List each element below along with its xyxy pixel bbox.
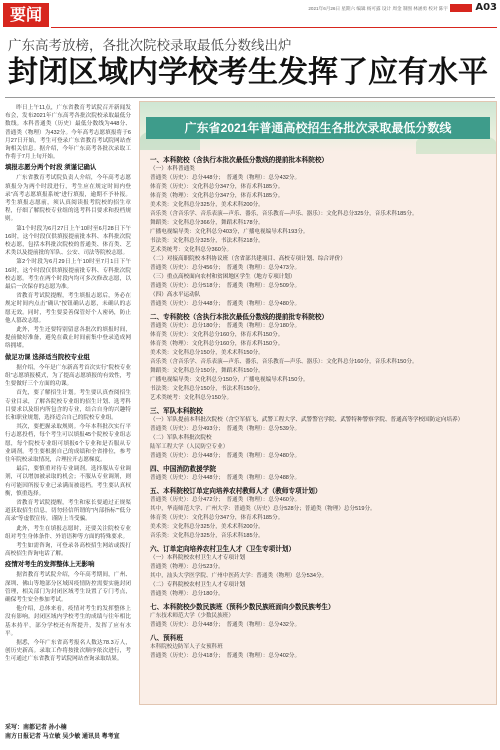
category-heading: 四、中国消防救援学院 [150,466,216,473]
subcategory-heading: （三）重点高校面向农村和贫困地区学生（地方专项计划） [150,274,296,280]
subcategory-heading: （一）军队提前本科批次院校（含空军招飞、武警工程大学、武警警官学院、武警特种警察学院、普通高等学校国防定向培养） [150,417,464,423]
header-rule [51,27,497,28]
score-line: 普通类（历史）：总分448分； 普通类（物理）：总分480分。 [150,301,301,307]
dateline: 2021年6月26日 星期六 编辑 杨可露 设计 周金 制图 林涵勇 校对 陈宇 [308,6,448,11]
cutoff-score-box [139,101,497,705]
score-line: 体育类（物理）：文化科总分160分，体育术科150分。 [150,341,284,347]
score-line: 广播电视编导类：文化科总分150分，广播电视编导术科150分。 [150,377,309,383]
score-line: 音乐类：文化科总分325分，音乐术科185分。 [150,533,264,539]
body-paragraph: 广东省教育考试院负责人介绍，今年高考志愿填报分为两个时段进行，考生应在规定时间内登录“高考志愿填报系统”进行填报，逾期不予补报。考生填报志愿前，须认真阅读报考院校的招生章程，仔细了解院校专业组的选考科目要求和投档规则。 [5,175,131,223]
body-paragraph: 此外，考生还要特别留意各批次的填报时间，提前做好准备，避免在截止时间前集中登录造成网络拥堵。 [5,327,131,350]
score-line: 美术类：文化科总分150分，美术术科150分。 [150,350,264,356]
score-line: 美术类：文化科总分325分，美术术科200分。 [150,524,264,530]
subcategory-heading: （一）本科院校农村卫生人才专项计划 [150,555,246,561]
score-line: 舞蹈类：文化科总分150分，舞蹈术科150分。 [150,368,264,374]
article-headline: 封闭区域内学校考生发挥了应有水平 [8,55,488,90]
subcategory-heading: （二）对接高职院校本科协议班（含省部共建项目、高校专项计划、综合评价） [150,256,346,262]
score-line: 本科院校边防军人子女预科班 [150,644,223,650]
score-line: 美术类：文化科总分325分，美术术科200分。 [150,202,264,208]
body-paragraph: 他介绍，总体来看，疫情对考生的发挥整体上没有影响。封闭区域内学校考生的成绩与往年相比基本持平，部分学校还有所提升，发挥了应有水平。 [5,606,131,637]
body-paragraph: 其次，要把握录取规则。今年本科批次实行平行志愿投档，每个考生可以填报45个院校专业组志愿，每个院校专业组可填报6个专业和是否服从专业调剂。考生要根据自己的成绩和全省排位，参考往年院校录取情况，合理拉开志愿梯度。 [5,424,131,463]
section-heading: 疫情对考生的发挥整体上无影响 [5,561,95,569]
cutoff-list [150,156,488,661]
score-line: 其中，汕头大学医学院、广州中医药大学：普通类（物理）总分534分。 [150,573,328,579]
body-paragraph: 第1个时段为6月27日上午10时至6月28日下午16时，这个时段仅供填报提前批本科、本科批次院校志愿，包括本科批次院校的普通类、体育类、艺术类以及提前批的军队、公安、司法等院校志愿。 [5,225,131,257]
byline [5,724,133,742]
category-heading: 三、军队本科院校 [150,408,203,415]
score-line: 普通类（历史）：总分448分； 普通类（物理）：总分480分。 [150,453,301,459]
body-paragraph: 省教育考试院提醒，考生填报志愿后，务必在规定时间内点击“确认”按钮确认志愿，未确认的志愿无效。同时，考生要妥善保管好个人密码，防止他人篡改志愿。 [5,293,131,324]
box-title: 广东省2021年普通高校招生各批次录取最低分数线 [146,117,490,139]
score-line: 舞蹈类：文化科总分366分，舞蹈术科178分。 [150,220,264,226]
score-line: 普通类（历史）：总分180分； 普通类（物理）：总分180分。 [150,323,301,329]
byline-line: 采写：南都记者 孙小楠 [5,725,67,731]
score-line: 音乐类（含音乐学、音乐表演—声乐、器乐，音乐教育—声乐、器乐）：文化科总分325分，音乐术科185分。 [150,211,418,217]
score-line: 普通类（历史）：总分448分； 普通类（物理）：总分432分。 [150,622,301,628]
score-line: 其中，华南师范大学、广州大学：普通类（历史）总分528分；普通类（物理）总分519分。 [150,506,376,512]
lead-paragraph: 昨日上午11点，广东省教育考试院召开新闻发布会，发布2021年广东高考各批次院校录取最低分数线。本科普通类（历史）最低分数线为448分、普通类（物理）为432分。今年高考志愿填报将于6月27日开始，考生可登录广东省教育考试院网站查询相关信息。据介绍，今年广东高考各批次录取工作将于7月上旬开始。 [5,105,131,161]
section-heading: 做足功课 选择适当院校专业组 [5,353,90,361]
subcategory-heading: （二）专科院校农村卫生人才专项计划 [150,582,246,588]
score-line: 普通类（历史）：总分493分； 普通类（物理）：总分539分。 [150,426,301,432]
byline-line: 南方日报记者 马立敏 吴少敏 通讯员 粤考宣 [5,734,120,740]
score-line: 普通类（历史）：总分518分； 普通类（物理）：总分509分。 [150,283,301,289]
category-heading: 二、专科院校（含执行本批次最低分数线的提前批专科院校） [150,314,329,321]
score-line: 体育类（物理）：文化科总分347分，体育术科185分。 [150,193,284,199]
body-paragraph: 据省教育考试院介绍，今年高考期间，广州、深圳、佛山等地部分区域因疫情防控需要实施封闭管理，相关部门为封闭区域考生设置了专门考点，确保考生安全参加考试。 [5,572,131,603]
body-paragraph: 考生如需咨询，可登录各高校招生网站或拨打高校招生咨询电话了解。 [5,542,131,558]
score-line: 广东技术师范大学（少数民族班） [150,613,234,619]
page-number: A03 [475,2,497,13]
subcategory-heading: （四）高水平运动队 [150,292,201,298]
score-line: 艺术类统考：文化科总分150分。 [150,395,233,401]
score-line: 普通类（历史）：总分448分； 普通类（物理）：总分432分。 [150,175,301,181]
category-heading: 一、本科院校（含执行本批次最低分数线的提前批本科院校） [150,157,329,164]
category-heading: 六、订单定向培养农村卫生人才（卫生专项计划） [150,546,296,553]
category-heading: 八、预科班 [150,635,183,642]
body-paragraph: 据介绍，今年是广东新高考首次实行“院校专业组”志愿填报模式，为了提高志愿填报的有效性，考生要做好三个方面的功课。 [5,364,131,388]
score-line: 普通类（历史）：总分456分； 普通类（物理）：总分473分。 [150,265,301,271]
score-line: 书法类：文化科总分150分，书法术科150分。 [150,386,264,392]
left-column [5,104,131,720]
category-heading: 七、本科院校少数民族班（预科少数民族班面向少数民族考生） [150,604,335,611]
category-heading: 五、本科院校订单定向培养农村教师人才（教师专项计划） [150,488,322,495]
body-paragraph: 此外，考生在填报志愿时，还要关注院校专业组对考生身体条件、外语语种等方面的特殊要求。 [5,525,131,540]
score-line: 普通类（历史）：总分448分； 普通类（物理）：总分488分。 [150,475,301,481]
body-paragraph: 据悉，今年广东省高考报名人数达78.3万人，创历史新高。录取工作将按批次顺序依次进行，考生可通过广东省教育考试院网站查询录取结果。 [5,639,131,663]
score-line: 体育类（历史）：文化科总分347分，体育术科185分。 [150,515,284,521]
score-line: 普通类（物理）：总分180分。 [150,591,224,597]
masthead-badge [450,4,472,12]
article-subtitle: 广东高考放榜，各批次院校录取最低分数线出炉 [8,38,292,53]
score-line: 音乐类（含音乐学、音乐表演—声乐、器乐，音乐教育—声乐、器乐）：文化科总分160分，音乐术科150分。 [150,359,418,365]
body-paragraph: 第2个时段为6月29日上午10时至7月1日下午16时，这个时段仅供填报提前批专科、专科批次院校志愿。考生在两个时段内均可多次修改志愿，以最后一次保存的志愿为准。 [5,259,131,291]
score-line: 广播电视编导类：文化科总分403分，广播电视编导术科193分。 [150,229,309,235]
body-paragraph: 最后，要慎重对待专业调剂。选择服从专业调剂，可以增加被录取的机会；不服从专业调剂，则有可能因所报专业已录满而被退档。考生要认真权衡，慎重选择。 [5,466,131,497]
score-line: 普通类（历史）：总分418分； 普通类（物理）：总分402分。 [150,653,301,659]
score-line: 体育类（历史）：文化科总分160分，体育术科150分。 [150,332,284,338]
headline-divider [5,97,495,98]
subcategory-heading: （二）军队本科批次院校 [150,435,212,441]
section-tag: 要闻 [3,3,49,27]
score-line: 普通类（物理）：总分523分。 [150,564,224,570]
body-paragraph: 首先，要了解招生计划。考生要认真查阅招生专业目录，了解各院校专业组的招生计划、选考科目要求以及组内所包含的专业，结合自身的兴趣特长和职业规划，选择适合自己的院校专业组。 [5,390,131,421]
score-line: 艺术类统考：文化科总分360分。 [150,247,233,253]
score-line: 普通类（历史）：总分472分； 普通类（物理）：总分460分。 [150,497,301,503]
subcategory-heading: （一）本科普通类 [150,166,195,172]
score-line: 体育类（历史）：文化科总分347分，体育术科185分。 [150,184,284,190]
score-line: 书法类：文化科总分325分，书法术科218分。 [150,238,264,244]
score-line: 陆军工程大学（人民防空专业） [150,444,229,450]
body-paragraph: 省教育考试院提醒，考生和家长要通过正规渠道获取招生信息，切勿轻信所谓的“内部指标”“低分高录”等虚假宣传，谨防上当受骗。 [5,499,131,523]
section-heading: 填报志愿分两个时段 须谨记确认 [5,164,97,172]
